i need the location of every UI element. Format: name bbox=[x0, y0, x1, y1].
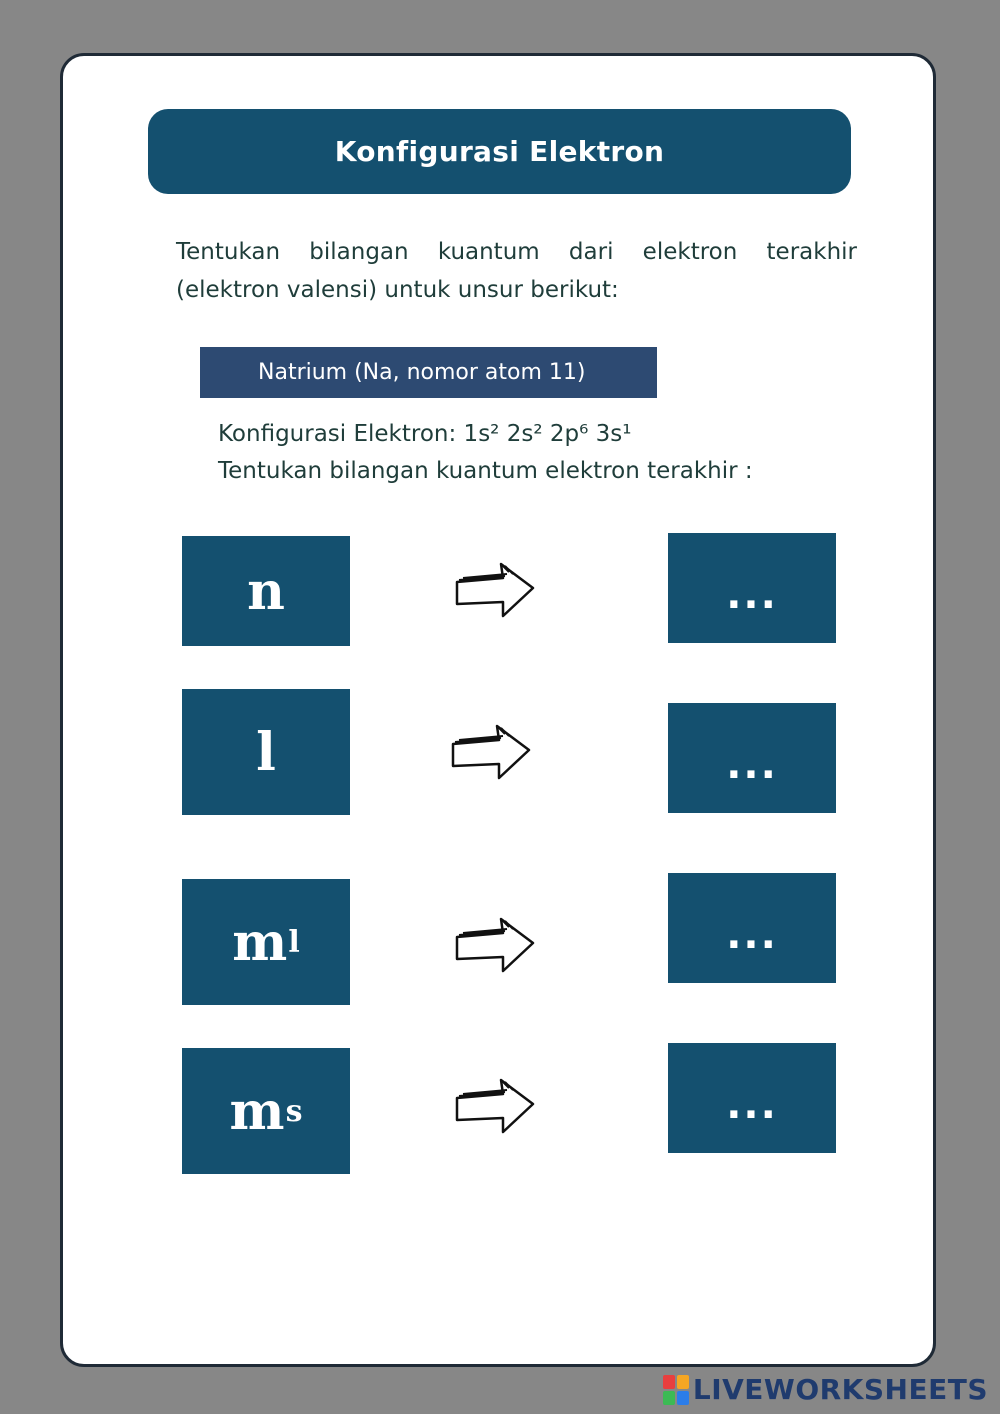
liveworksheets-logo[interactable] bbox=[663, 1373, 988, 1406]
quantum-symbol: m bbox=[232, 911, 288, 973]
answer-box-n[interactable]: ... bbox=[668, 533, 836, 643]
arrow-right-icon bbox=[449, 722, 533, 782]
quantum-symbol: n bbox=[247, 560, 285, 622]
arrow-right-icon bbox=[453, 1076, 537, 1136]
quantum-symbol: l bbox=[256, 721, 276, 783]
quantum-subscript: s bbox=[285, 1093, 303, 1129]
quantum-number-ms bbox=[182, 1048, 350, 1174]
quantum-number-l bbox=[182, 689, 350, 815]
element-label: Natrium (Na, nomor atom 11) bbox=[200, 347, 657, 398]
quantum-number-ml bbox=[182, 879, 350, 1005]
logo-mark-icon bbox=[663, 1375, 689, 1405]
answer-box-l[interactable]: ... bbox=[668, 703, 836, 813]
quantum-number-n bbox=[182, 536, 350, 646]
quantum-symbol: m bbox=[229, 1080, 285, 1142]
page-title: Konfigurasi Elektron bbox=[148, 109, 851, 194]
task-text: Tentukan bilangan kuantum elektron terakhir : bbox=[218, 458, 753, 484]
instruction-text: Tentukan bilangan kuantum dari elektron terakhir (elektron valensi) untuk unsur berikut: bbox=[176, 239, 857, 303]
answer-box-ml[interactable]: ... bbox=[668, 873, 836, 983]
answer-box-ms[interactable]: ... bbox=[668, 1043, 836, 1153]
electron-configuration: Konfigurasi Elektron: 1s² 2s² 2p⁶ 3s¹ bbox=[218, 421, 632, 447]
logo-text: LIVEWORKSHEETS bbox=[692, 1373, 988, 1406]
arrow-right-icon bbox=[453, 915, 537, 975]
quantum-subscript: l bbox=[288, 924, 300, 960]
arrow-right-icon bbox=[453, 560, 537, 620]
